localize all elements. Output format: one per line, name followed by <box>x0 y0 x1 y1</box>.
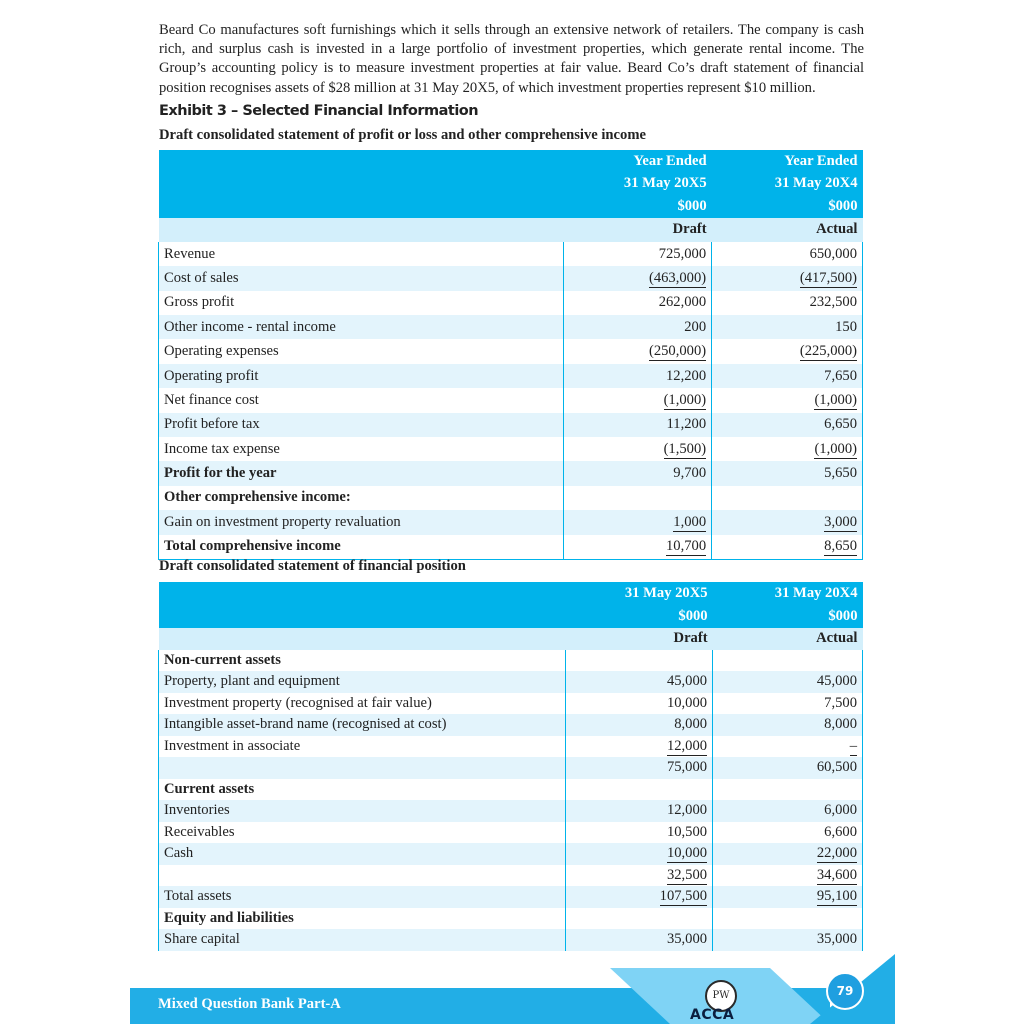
row-label <box>159 757 566 779</box>
row-value-20x5: 12,000 <box>666 737 708 754</box>
table-row <box>159 908 863 930</box>
row-label: Investment in associate <box>159 736 566 758</box>
row-value-20x4 <box>713 650 863 672</box>
row-value-20x4: 3,000 <box>824 513 857 530</box>
table-row <box>159 535 863 560</box>
row-value-20x5: 10,700 <box>665 538 707 555</box>
pl-title: Draft consolidated statement of profit or loss and other comprehensive income <box>159 127 646 143</box>
fp-col-heading: 31 May 20X4 <box>713 582 863 605</box>
table-row <box>159 510 863 534</box>
row-value-20x5: 1,000 <box>673 513 707 530</box>
row-value-20x4: (1,000) <box>814 391 857 408</box>
row-value-20x4: (1,000) <box>814 440 857 457</box>
table-row <box>159 339 863 363</box>
row-label: Equity and liabilities <box>159 908 566 930</box>
table-row <box>159 650 863 672</box>
row-value-20x5: (1,500) <box>663 440 707 457</box>
pl-table <box>158 150 863 560</box>
row-value-20x4: – <box>849 737 857 754</box>
table-row <box>159 671 863 693</box>
row-label: Total assets <box>159 886 566 908</box>
row-value-20x4 <box>712 486 863 510</box>
table-row <box>159 800 863 822</box>
row-value-20x5: 10,000 <box>565 693 712 715</box>
row-label <box>159 865 566 887</box>
row-label: Intangible asset-brand name (recognised at cost) <box>159 714 566 736</box>
row-label: Operating profit <box>159 364 564 388</box>
table-row <box>159 242 863 266</box>
fp-col-status: Draft <box>565 628 712 650</box>
table-row <box>159 693 863 715</box>
fp-col-status: Actual <box>713 628 863 650</box>
pl-col-heading: Year Ended <box>564 150 712 173</box>
fp-title: Draft consolidated statement of financial position <box>159 558 466 574</box>
row-value-20x5: 10,000 <box>666 845 708 862</box>
pl-col-heading: 31 May 20X4 <box>712 173 863 196</box>
row-label: Non-current assets <box>159 650 566 672</box>
row-value-20x5: 10,500 <box>565 822 712 844</box>
row-label: Investment property (recognised at fair value) <box>159 693 566 715</box>
row-value-20x5: 12,000 <box>565 800 712 822</box>
row-value-20x4: (225,000) <box>799 343 857 360</box>
row-label: Operating expenses <box>159 339 564 363</box>
row-label: Revenue <box>159 242 564 266</box>
pl-subheader-row <box>159 218 863 242</box>
table-row <box>159 779 863 801</box>
row-value-20x5: (1,000) <box>663 391 707 408</box>
row-label: Gain on investment property revaluation <box>159 510 564 534</box>
pl-col-unit: $000 <box>564 195 712 218</box>
table-row <box>159 822 863 844</box>
table-row <box>159 291 863 315</box>
footer-title: Mixed Question Bank Part-A <box>158 996 341 1012</box>
row-value-20x5: (250,000) <box>648 343 707 360</box>
table-row <box>159 437 863 461</box>
pl-col-status: Draft <box>564 218 712 242</box>
row-value-20x4: 5,650 <box>712 461 863 485</box>
row-label: Receivables <box>159 822 566 844</box>
table-row <box>159 714 863 736</box>
table-row <box>159 266 863 290</box>
row-value-20x4: 22,000 <box>816 845 857 862</box>
row-label: Profit before tax <box>159 413 564 437</box>
pl-col-heading: Year Ended <box>712 150 863 173</box>
row-value-20x5: 200 <box>564 315 712 339</box>
row-value-20x4: 34,600 <box>816 866 857 883</box>
table-row <box>159 486 863 510</box>
row-label: Net finance cost <box>159 388 564 412</box>
row-value-20x4 <box>713 779 863 801</box>
row-value-20x4: 8,650 <box>824 538 857 555</box>
pl-col-status: Actual <box>712 218 863 242</box>
row-label: Gross profit <box>159 291 564 315</box>
row-value-20x4 <box>713 908 863 930</box>
pw-logo-icon: PW <box>705 980 737 1012</box>
row-value-20x5: 262,000 <box>564 291 712 315</box>
row-value-20x4: 95,100 <box>816 888 857 905</box>
row-value-20x4: 6,650 <box>712 413 863 437</box>
pl-col-unit: $000 <box>712 195 863 218</box>
row-value-20x4: 650,000 <box>712 242 863 266</box>
row-value-20x5 <box>565 908 712 930</box>
row-value-20x5: 725,000 <box>564 242 712 266</box>
table-row <box>159 865 863 887</box>
page-number: 79 <box>826 972 864 1010</box>
row-label: Total comprehensive income <box>159 535 564 560</box>
row-value-20x5: 9,700 <box>564 461 712 485</box>
fp-table <box>158 582 863 951</box>
acca-logo-text: ACCA <box>690 1007 735 1023</box>
row-label: Other comprehensive income: <box>159 486 564 510</box>
row-value-20x4: 60,500 <box>713 757 863 779</box>
fp-header-row <box>159 582 863 605</box>
table-row <box>159 315 863 339</box>
row-label: Inventories <box>159 800 566 822</box>
table-row <box>159 413 863 437</box>
fp-col-unit: $000 <box>565 605 712 628</box>
fp-subheader-row <box>159 628 863 650</box>
pl-header-row <box>159 195 863 218</box>
row-value-20x5 <box>565 779 712 801</box>
row-value-20x5 <box>564 486 712 510</box>
table-row <box>159 388 863 412</box>
row-value-20x5 <box>565 650 712 672</box>
row-value-20x4: 6,600 <box>713 822 863 844</box>
row-value-20x4: (417,500) <box>799 269 857 286</box>
row-label: Cash <box>159 843 566 865</box>
row-value-20x4: 6,000 <box>713 800 863 822</box>
row-label: Profit for the year <box>159 461 564 485</box>
exhibit-title: Exhibit 3 – Selected Financial Information <box>159 103 479 119</box>
row-value-20x4: 7,650 <box>712 364 863 388</box>
fp-header-row <box>159 605 863 628</box>
table-row <box>159 886 863 908</box>
fp-col-heading: 31 May 20X5 <box>565 582 712 605</box>
row-value-20x4: 150 <box>712 315 863 339</box>
row-label: Other income - rental income <box>159 315 564 339</box>
pl-header-row <box>159 173 863 196</box>
pl-header-row <box>159 150 863 173</box>
row-value-20x4: 7,500 <box>713 693 863 715</box>
intro-paragraph: Beard Co manufactures soft furnishings which it sells through an extensive network of retailers. The company is cash rich, and surplus cash is invested in a large portfolio of investment properties, which generate rental income. The Group’s accounting policy is to measure investment properties at fair value. Beard Co’s draft statement of financial position recognises assets of $28 million at 31 May 20X5, of which investment properties represent $10 million. <box>159 22 864 96</box>
row-value-20x5: 75,000 <box>565 757 712 779</box>
table-row <box>159 461 863 485</box>
fp-col-unit: $000 <box>713 605 863 628</box>
row-value-20x5: 107,500 <box>659 888 708 905</box>
row-value-20x5: 12,200 <box>564 364 712 388</box>
pl-col-heading: 31 May 20X5 <box>564 173 712 196</box>
table-row <box>159 364 863 388</box>
table-row <box>159 929 863 951</box>
table-row <box>159 736 863 758</box>
row-value-20x5: 35,000 <box>565 929 712 951</box>
row-value-20x4: 35,000 <box>713 929 863 951</box>
row-value-20x5: (463,000) <box>648 269 707 286</box>
row-value-20x4: 45,000 <box>713 671 863 693</box>
table-row <box>159 757 863 779</box>
row-label: Current assets <box>159 779 566 801</box>
row-label: Share capital <box>159 929 566 951</box>
table-row <box>159 843 863 865</box>
row-value-20x5: 8,000 <box>565 714 712 736</box>
row-value-20x5: 32,500 <box>666 866 708 883</box>
row-label: Income tax expense <box>159 437 564 461</box>
row-label: Cost of sales <box>159 266 564 290</box>
row-value-20x4: 232,500 <box>712 291 863 315</box>
row-label: Property, plant and equipment <box>159 671 566 693</box>
row-value-20x5: 11,200 <box>564 413 712 437</box>
row-value-20x5: 45,000 <box>565 671 712 693</box>
row-value-20x4: 8,000 <box>713 714 863 736</box>
